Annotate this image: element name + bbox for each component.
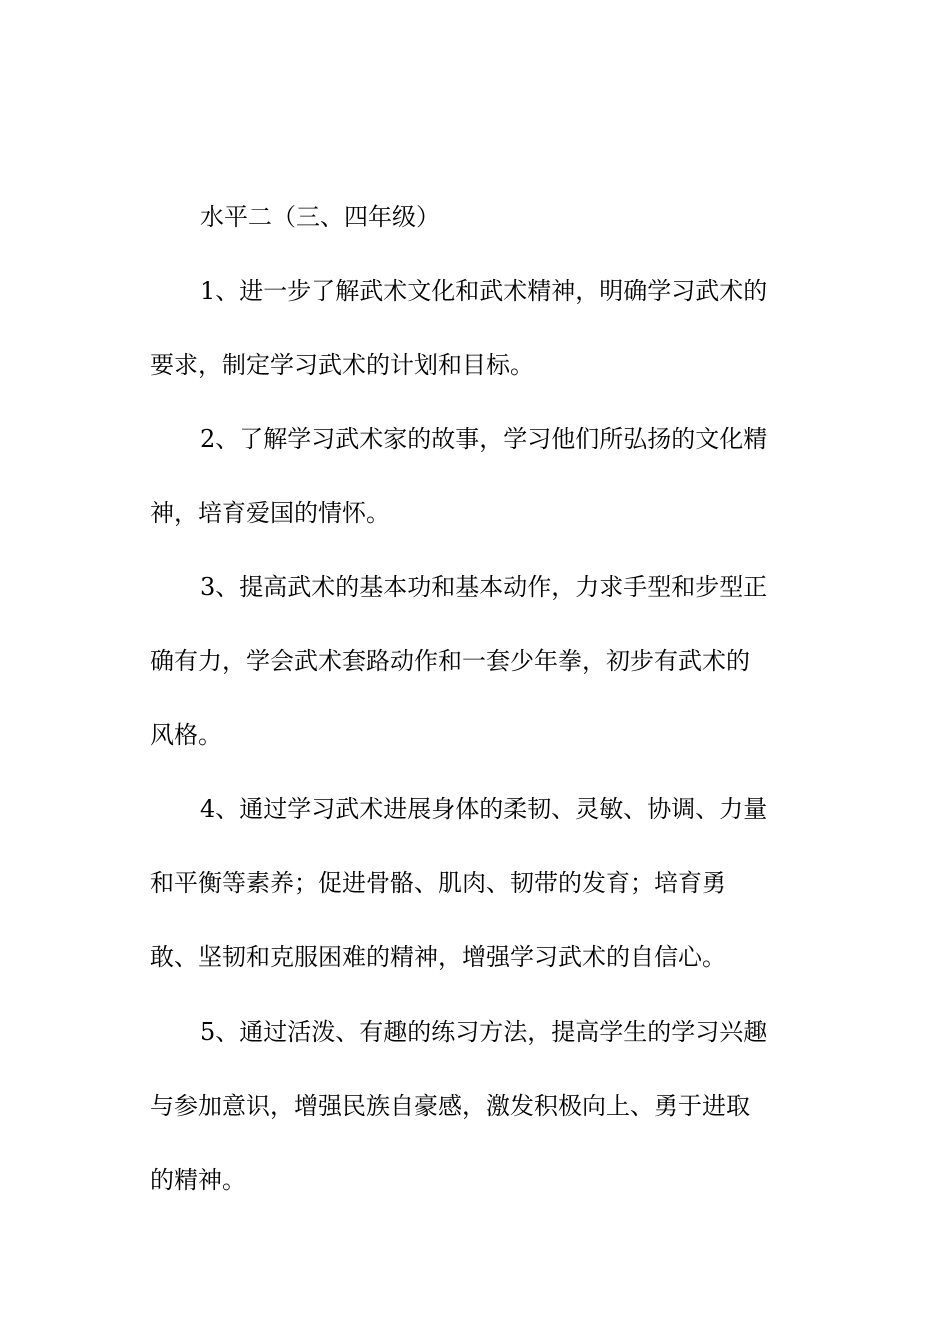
paragraph-line: 1、进一步了解武术文化和武术精神，明确学习武术的 — [200, 277, 768, 305]
paragraph-line: 确有力，学会武术套路动作和一套少年拳，初步有武术的 — [150, 647, 750, 675]
paragraph-line: 4、通过学习武术进展身体的柔韧、灵敏、协调、力量 — [200, 795, 768, 823]
paragraph-2 — [150, 427, 810, 525]
paragraph-line: 3、提高武术的基本功和基本动作，力求手型和步型正 — [200, 573, 768, 601]
paragraph-4 — [150, 797, 810, 969]
paragraph-line: 与参加意识，增强民族自豪感，激发积极向上、勇于进取 — [150, 1092, 750, 1120]
paragraph-line: 敢、坚韧和克服困难的精神，增强学习武术的自信心。 — [150, 943, 726, 971]
paragraph-line: 要求，制定学习武术的计划和目标。 — [150, 351, 534, 379]
paragraph-1 — [150, 279, 810, 377]
paragraph-line: 神，培育爱国的情怀。 — [150, 499, 390, 527]
paragraph-line: 5、通过活泼、有趣的练习方法，提高学生的学习兴趣 — [200, 1018, 768, 1046]
document-body — [150, 205, 810, 1192]
paragraph-line: 和平衡等素养；促进骨骼、肌肉、韧带的发育；培育勇 — [150, 869, 726, 897]
paragraph-line: 2、了解学习武术家的故事，学习他们所弘扬的文化精 — [200, 425, 768, 453]
paragraph-line: 的精神。 — [150, 1166, 246, 1194]
paragraph-3 — [150, 575, 810, 747]
paragraph-5 — [150, 1020, 810, 1192]
paragraph-line: 风格。 — [150, 721, 222, 749]
section-heading: 水平二（三、四年级） — [200, 203, 440, 231]
